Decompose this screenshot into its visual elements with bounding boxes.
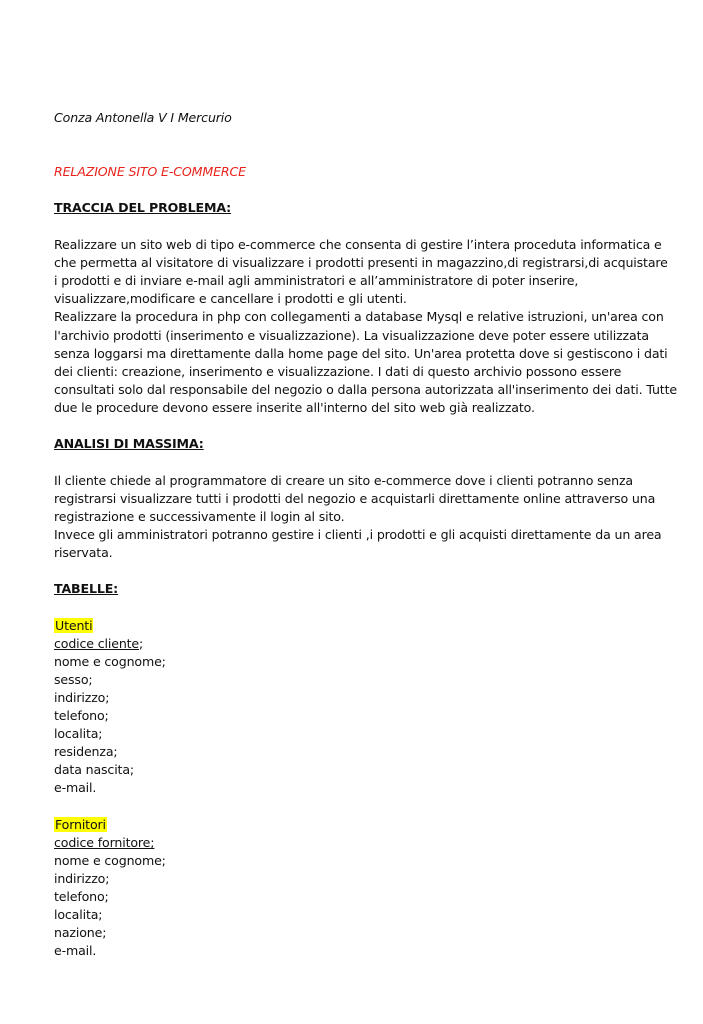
field-item: localita; [54, 907, 103, 922]
paragraph-line: Il cliente chiede al programmatore di creare un sito e-commerce dove i clienti potranno senza [54, 473, 633, 488]
paragraph-line: Invece gli amministratori potranno gestire i clienti ,i prodotti e gli acquisti direttamente da un area [54, 527, 662, 542]
field-item: telefono; [54, 889, 109, 904]
analisi-heading: ANALISI DI MASSIMA: [54, 436, 204, 451]
report-title: RELAZIONE SITO E-COMMERCE [54, 164, 246, 179]
primary-key-label: codice fornitore; [54, 835, 155, 850]
paragraph-line: che permetta al visitatore di visualizzare i prodotti presenti in magazzino,di registrarsi,di acquistare [54, 255, 668, 270]
fornitori-table-name [54, 816, 107, 834]
primary-key-label: codice cliente [54, 636, 140, 651]
field-item: residenza; [54, 744, 118, 759]
utenti-key-field [54, 635, 143, 653]
field-item: localita; [54, 726, 103, 741]
paragraph-line: l'archivio prodotti (inserimento e visualizzazione). La visualizzazione deve poter essere utilizzata [54, 328, 649, 343]
field-item: indirizzo; [54, 871, 110, 886]
field-item: telefono; [54, 708, 109, 723]
field-item: nazione; [54, 925, 107, 940]
field-item: indirizzo; [54, 690, 110, 705]
field-item: data nascita; [54, 762, 135, 777]
paragraph-line: visualizzare,modificare e cancellare i prodotti e gli utenti. [54, 291, 407, 306]
paragraph-line: Realizzare la procedura in php con collegamenti a database Mysql e relative istruzioni, un'area con [54, 309, 664, 324]
key-suffix: ; [139, 636, 144, 651]
paragraph-line: due le procedure devono essere inserite all'interno del sito web già realizzato. [54, 400, 535, 415]
field-item: sesso; [54, 672, 93, 687]
traccia-heading: TRACCIA DEL PROBLEMA: [54, 200, 232, 215]
highlighted-table-name: Utenti [55, 618, 93, 633]
paragraph-line: riservata. [54, 545, 113, 560]
tabelle-heading: TABELLE: [54, 581, 119, 596]
field-item: nome e cognome; [54, 853, 166, 868]
utenti-table-name [54, 617, 93, 635]
field-item: nome e cognome; [54, 654, 166, 669]
paragraph-line: senza loggarsi ma direttamente dalla home page del sito. Un'area protetta dove si gestiscono i dati [54, 346, 668, 361]
paragraph-line: dei clienti: creazione, inserimento e visualizzazione. I dati di questo archivio possono essere [54, 364, 622, 379]
highlighted-table-name: Fornitori [55, 817, 106, 832]
paragraph-line: registrarsi visualizzare tutti i prodotti del negozio e acquistarli direttamente online attraverso una [54, 491, 656, 506]
paragraph-line: consultati solo dal responsabile del negozio o dalla persona autorizzata all'inserimento dei dati. Tutte [54, 382, 677, 397]
paragraph-line: registrazione e successivamente il login al sito. [54, 509, 345, 524]
paragraph-line: Realizzare un sito web di tipo e-commerce che consenta di gestire l’intera proceduta informatica e [54, 237, 662, 252]
field-item: e-mail. [54, 780, 97, 795]
paragraph-line: i prodotti e di inviare e-mail agli amministratori e all’amministratore di poter inserire, [54, 273, 579, 288]
field-item: e-mail. [54, 943, 97, 958]
author-line: Conza Antonella V I Mercurio [54, 110, 232, 125]
